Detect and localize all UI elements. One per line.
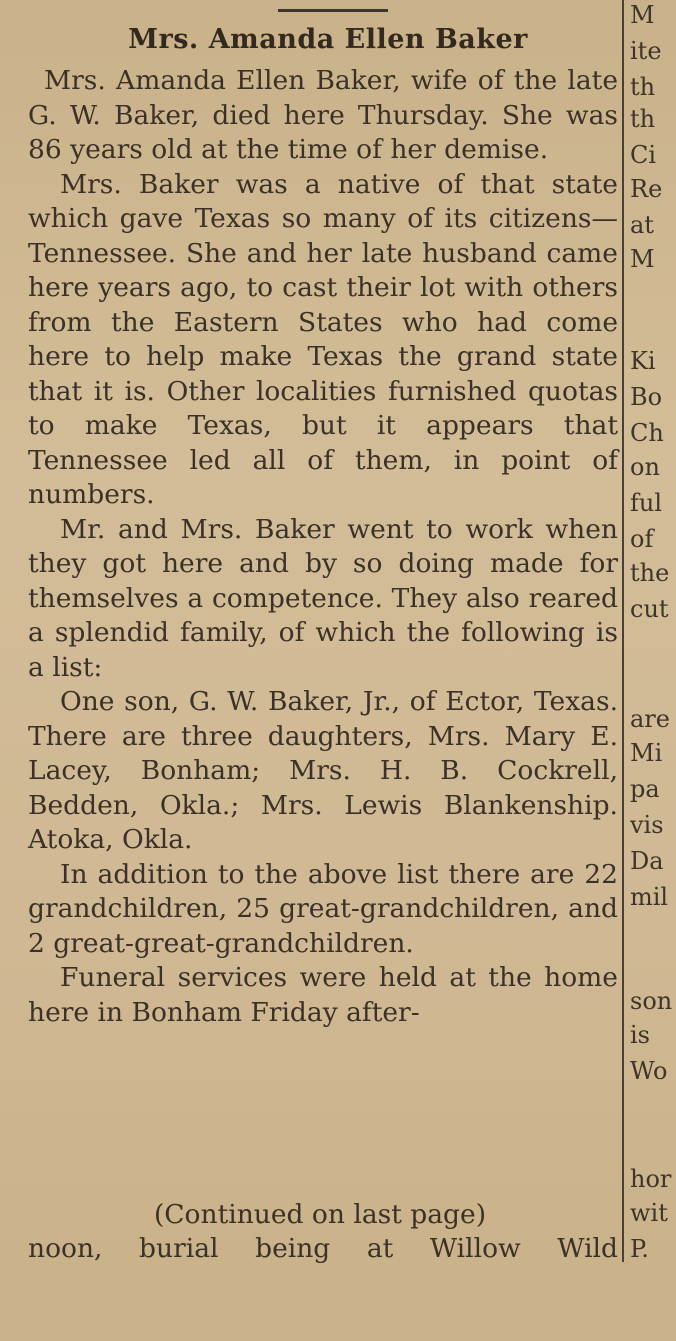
adjacent-fragment: pa <box>630 775 660 803</box>
continued-text-line: noon, burial being at Willow Wild <box>28 1233 618 1264</box>
adjacent-fragment: is <box>630 1021 650 1049</box>
continued-note: (Continued on last page) <box>153 1199 487 1230</box>
adjacent-fragment: M <box>630 1 655 29</box>
adjacent-fragment: Da <box>630 847 664 875</box>
column-divider <box>622 0 624 1262</box>
adjacent-fragment: Ci <box>630 141 657 169</box>
adjacent-fragment: the <box>630 559 670 587</box>
adjacent-fragment: ite <box>630 37 662 65</box>
adjacent-fragment: th <box>630 105 656 133</box>
obituary-headline: Mrs. Amanda Ellen Baker <box>128 24 528 55</box>
adjacent-fragment: th <box>630 73 656 101</box>
adjacent-fragment: cut <box>630 595 669 623</box>
adjacent-fragment: ful <box>630 489 663 517</box>
adjacent-fragment: Mi <box>630 739 663 767</box>
paragraph-1: Mrs. Amanda Ellen Baker, wife of the late G. W. Baker, died here Thursday. She was 86 years old at the time of her demise. <box>28 65 618 165</box>
paragraph-4: One son, G. W. Baker, Jr., of Ector, Texas. There are three daughters, Mrs. Mary E. Lacey, Bonham; Mrs. H. B. Cockrell, Bedden, Okla.; Mrs. Lewis Blankenship. Atoka, Okla. <box>28 686 618 855</box>
top-rule <box>278 9 388 12</box>
adjacent-fragment: Ki <box>630 347 656 375</box>
adjacent-fragment: Wo <box>630 1057 668 1085</box>
adjacent-fragment: hor <box>630 1165 672 1193</box>
adjacent-column <box>630 0 676 1341</box>
adjacent-fragment: Re <box>630 175 663 203</box>
adjacent-fragment: Bo <box>630 383 663 411</box>
adjacent-fragment: M <box>630 245 655 273</box>
adjacent-fragment: son <box>630 987 673 1015</box>
adjacent-fragment: on <box>630 453 660 481</box>
paragraph-3: Mr. and Mrs. Baker went to work when they got here and by so doing made for themselves a competence. They also reared a splendid family, of which the following is a list: <box>28 513 618 683</box>
adjacent-fragment: P. <box>630 1235 649 1263</box>
adjacent-fragment: of <box>630 525 654 553</box>
paragraph-2: Mrs. Baker was a native of that state which gave Texas so many of its citizens—Tennessee. She and her late husband came here years ago, to cast their lot with others from the Eastern States who had come here to help make Texas the grand state that it is. Other localities furnished quotas to make Texas, but it appears that Tennessee led all of them, in point of numbers. <box>28 168 618 510</box>
paragraph-5: In addition to the above list there are 22 grandchildren, 25 great-grandchildren, and 2 great-great-grandchildren. <box>28 858 618 959</box>
adjacent-fragment: vis <box>630 811 664 839</box>
obituary-body <box>28 64 618 1030</box>
adjacent-fragment: wit <box>630 1199 668 1227</box>
paragraph-6: Funeral services were held at the home here in Bonham Friday after- <box>28 962 618 1028</box>
adjacent-fragment: are <box>630 705 670 733</box>
adjacent-fragment: at <box>630 211 654 239</box>
adjacent-fragment: mil <box>630 883 669 911</box>
adjacent-fragment: Ch <box>630 419 664 447</box>
